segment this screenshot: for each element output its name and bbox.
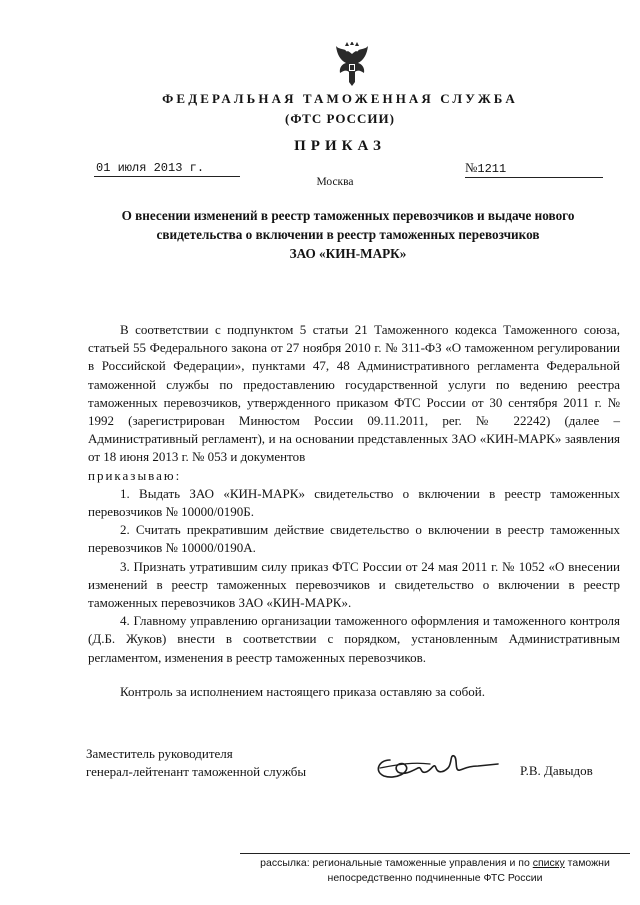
agency-abbreviation: (ФТС РОССИИ) — [285, 111, 395, 126]
agency-name: ФЕДЕРАЛЬНАЯ ТАМОЖЕННАЯ СЛУЖБА — [162, 91, 518, 106]
title-line-2: свидетельства о включении в реестр таможенных перевозчиков — [156, 227, 540, 242]
order-date: 01 июля 2013 г. — [94, 161, 240, 177]
distribution-text-b: списку — [532, 857, 565, 869]
order-body — [88, 321, 620, 701]
order-item-3: 3. Признать утратившим силу приказ ФТС России от 24 мая 2011 г. № 1052 «О внесении изменений в реестр таможенных перевозчиков и свидетельство о включении в реестр таможенных перевозчиков ЗАО «КИН-МАРК». — [88, 558, 620, 611]
distribution-line-1 — [240, 856, 630, 871]
order-word: приказываю: — [88, 467, 182, 483]
distribution-text-c: таможни — [564, 857, 610, 869]
order-number: 1211 — [477, 162, 507, 176]
preamble-paragraph: В соответствии с подпунктом 5 статьи 21 Таможенного кодекса Таможенного союза, статьей 55 Федерального закона от 27 ноября 2010 г. № 311-ФЗ «О таможенном регулировании в Российской Федерации», пунктами 47, 48 Административного регламента Федеральной таможенной службы по предоставлению государственной услуги по ведению реестра таможенных перевозчиков, утвержденного приказом ФТС России от 30 сентября 2011 г. № 1992 (зарегистрирован Минюстом России 09.11.2011, рег. № 22242) (далее – Административный регламент), и на основании представленных ЗАО «КИН-МАРК» заявления от 18 июня 2013 г. № 053 и документов — [88, 322, 620, 465]
title-line-1: О внесении изменений в реестр таможенных перевозчиков и выдаче нового — [121, 208, 575, 223]
coat-of-arms-icon — [330, 42, 374, 88]
order-title — [62, 206, 634, 263]
signer-position-line-1: Заместитель руководителя — [86, 746, 233, 761]
signer-position — [86, 745, 306, 781]
order-item-4: 4. Главному управлению организации таможенного оформления и таможенного контроля (Д.Б. Жуков) внести в соответствии с порядком, установленным Административным регламентом, изменения в реестр таможенных перевозчиков. — [88, 613, 620, 665]
order-item-1: 1. Выдать ЗАО «КИН-МАРК» свидетельство о включении в реестр таможенных перевозчиков № 10000/0190Б. — [88, 485, 620, 520]
distribution-line-2: непосредственно подчиненные ФТС России — [327, 872, 543, 884]
order-item-2: 2. Считать прекратившим действие свидетельство о включении в реестр таможенных перевозчиков № 10000/0190А. — [88, 522, 620, 556]
title-line-3: ЗАО «КИН-МАРК» — [289, 246, 407, 261]
control-paragraph: Контроль за исполнением настоящего приказа оставляю за собой. — [120, 683, 485, 699]
city: Москва — [316, 176, 354, 188]
number-sign: № — [465, 160, 478, 175]
distribution-text-a: рассылка: региональные таможенные управления и по — [260, 857, 533, 869]
signer-position-line-2: генерал-лейтенант таможенной службы — [86, 764, 307, 779]
distribution-list — [240, 853, 630, 886]
handwritten-signature — [370, 746, 502, 786]
document-type: ПРИКАЗ — [294, 138, 386, 154]
signer-name: Р.В. Давыдов — [520, 763, 593, 778]
